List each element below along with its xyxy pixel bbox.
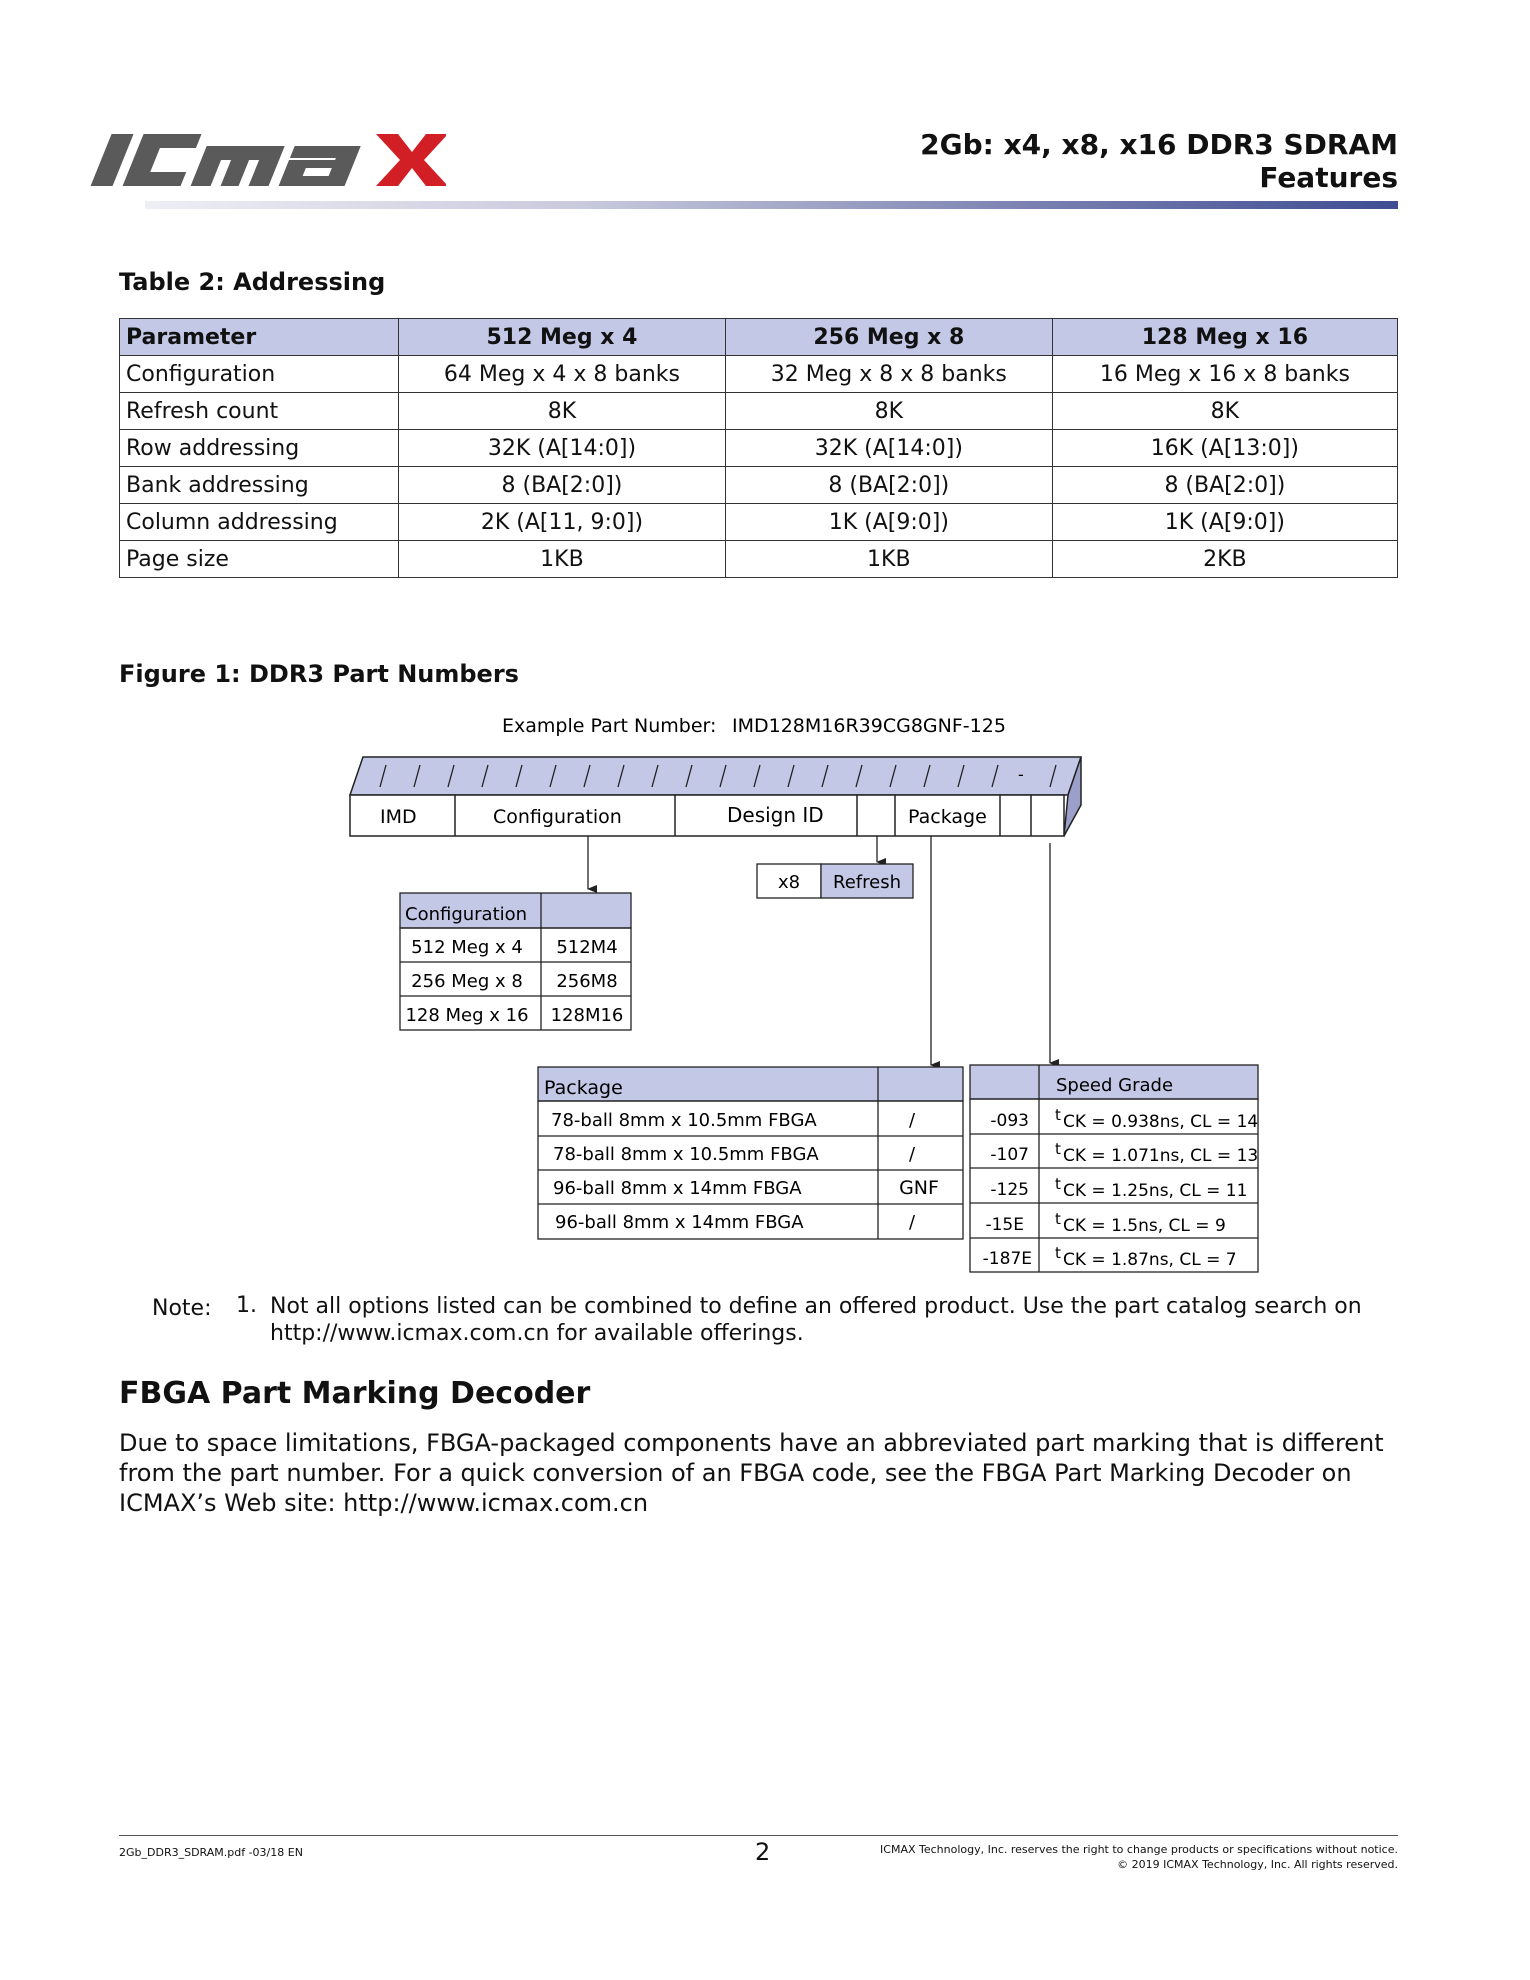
figure-caption: Figure 1: DDR3 Part Numbers <box>119 660 519 688</box>
t-prefix: t <box>1055 1140 1061 1158</box>
table-cell: 16K (A[13:0]) <box>1052 430 1397 467</box>
example-label: Example Part Number: <box>502 715 717 737</box>
table-cell: 32K (A[14:0]) <box>399 430 726 467</box>
footer-notice <box>880 1842 1398 1872</box>
table-cell: Column addressing <box>120 504 399 541</box>
speed-code: -187E <box>982 1249 1032 1269</box>
package-cell: 96-ball 8mm x 14mm FBGA <box>555 1212 804 1233</box>
header-cell: 256 Meg x 8 <box>725 319 1052 356</box>
footer-notice-line-2: © 2019 ICMAX Technology, Inc. All rights reserved. <box>1117 1858 1398 1871</box>
table-cell: Bank addressing <box>120 467 399 504</box>
table-cell: Configuration <box>120 356 399 393</box>
title-line-1: 2Gb: x4, x8, x16 DDR3 SDRAM <box>920 128 1398 161</box>
speed-timing: CK = 0.938ns, CL = 14 <box>1063 1112 1259 1132</box>
speed-timing: CK = 1.87ns, CL = 7 <box>1063 1250 1237 1270</box>
table-cell: 32 Meg x 8 x 8 banks <box>725 356 1052 393</box>
speed-grade-table <box>970 1065 1258 1272</box>
speed-timing: CK = 1.25ns, CL = 11 <box>1063 1181 1248 1201</box>
t-prefix: t <box>1055 1244 1061 1262</box>
field-configuration: Configuration <box>493 806 622 828</box>
part-bar-top <box>350 757 1081 795</box>
configuration-table <box>400 893 631 1030</box>
package-code: / <box>908 1212 916 1233</box>
table-cell: 1K (A[9:0]) <box>725 504 1052 541</box>
t-prefix: t <box>1055 1175 1061 1193</box>
part-dash: - <box>1018 765 1024 784</box>
table-cell: 16 Meg x 16 x 8 banks <box>1052 356 1397 393</box>
speed-code: -107 <box>990 1145 1029 1165</box>
table-cell: 8K <box>399 393 726 430</box>
speed-code: -125 <box>990 1180 1029 1200</box>
package-code: / <box>908 1144 916 1165</box>
field-package: Package <box>908 806 987 828</box>
table-caption: Table 2: Addressing <box>119 268 386 296</box>
table-cell: 1KB <box>399 541 726 578</box>
speed-table-header: Speed Grade <box>1056 1075 1174 1096</box>
table-cell: 64 Meg x 4 x 8 banks <box>399 356 726 393</box>
note-number: 1. <box>236 1293 257 1318</box>
table-cell: Page size <box>120 541 399 578</box>
t-prefix: t <box>1055 1210 1061 1228</box>
config-cell: 128 Meg x 16 <box>405 1005 529 1026</box>
refresh-code: x8 <box>777 872 801 893</box>
table-cell: 8 (BA[2:0]) <box>399 467 726 504</box>
config-table-header: Configuration <box>405 904 528 925</box>
speed-timing: CK = 1.071ns, CL = 13 <box>1063 1146 1259 1166</box>
package-table-header: Package <box>544 1077 623 1099</box>
t-prefix: t <box>1055 1106 1061 1124</box>
config-code: 128M16 <box>550 1005 624 1026</box>
config-code: 256M8 <box>556 971 618 992</box>
table-cell: 32K (A[14:0]) <box>725 430 1052 467</box>
package-cell: 96-ball 8mm x 14mm FBGA <box>553 1178 802 1199</box>
table-cell: 2K (A[11, 9:0]) <box>399 504 726 541</box>
table-cell: 8 (BA[2:0]) <box>1052 467 1397 504</box>
page-number: 2 <box>755 1838 771 1866</box>
table-cell: Refresh count <box>120 393 399 430</box>
package-table <box>538 1067 963 1239</box>
table-cell: 8 (BA[2:0]) <box>725 467 1052 504</box>
title-line-2: Features <box>1259 161 1398 194</box>
section-title: FBGA Part Marking Decoder <box>119 1376 591 1411</box>
table-cell: 1KB <box>725 541 1052 578</box>
table-cell: 2KB <box>1052 541 1397 578</box>
table-cell: 8K <box>725 393 1052 430</box>
config-cell: 512 Meg x 4 <box>411 937 523 958</box>
config-cell: 256 Meg x 8 <box>411 971 523 992</box>
package-code: / <box>908 1110 916 1131</box>
header-cell: 128 Meg x 16 <box>1052 319 1397 356</box>
package-code: GNF <box>899 1177 939 1199</box>
table-cell: 1K (A[9:0]) <box>1052 504 1397 541</box>
package-cell: 78-ball 8mm x 10.5mm FBGA <box>551 1110 817 1131</box>
speed-code: -093 <box>990 1111 1029 1131</box>
field-design-id: Design ID <box>727 803 824 827</box>
footer-notice-line-1: ICMAX Technology, Inc. reserves the right to change products or specifications without notice. <box>880 1843 1398 1856</box>
note-text: Not all options listed can be combined to define an offered product. Use the part catalog search on http://www.icmax.com.cn for available offerings. <box>270 1294 1362 1346</box>
footer-rule <box>119 1835 1398 1836</box>
config-code: 512M4 <box>556 937 618 958</box>
refresh-label: Refresh <box>833 872 901 893</box>
footer-file-name: 2Gb_DDR3_SDRAM.pdf -03/18 EN <box>119 1846 303 1859</box>
table-cell: Row addressing <box>120 430 399 467</box>
section-body: Due to space limitations, FBGA-packaged components have an abbreviated part marking that is different from the part number. For a quick conversion of an FBGA code, see the FBGA Part Marking Decoder on ICMAX’s Web site: http://www.icmax.com.cn <box>119 1429 1384 1517</box>
header-cell: 512 Meg x 4 <box>399 319 726 356</box>
note-label: Note: <box>152 1296 212 1321</box>
table-cell: 8K <box>1052 393 1397 430</box>
example-value: IMD128M16R39CG8GNF-125 <box>732 715 1006 737</box>
header-cell: Parameter <box>120 319 399 356</box>
speed-code: -15E <box>985 1215 1024 1235</box>
package-cell: 78-ball 8mm x 10.5mm FBGA <box>553 1144 819 1165</box>
field-imd: IMD <box>380 806 417 828</box>
speed-timing: CK = 1.5ns, CL = 9 <box>1063 1216 1226 1236</box>
